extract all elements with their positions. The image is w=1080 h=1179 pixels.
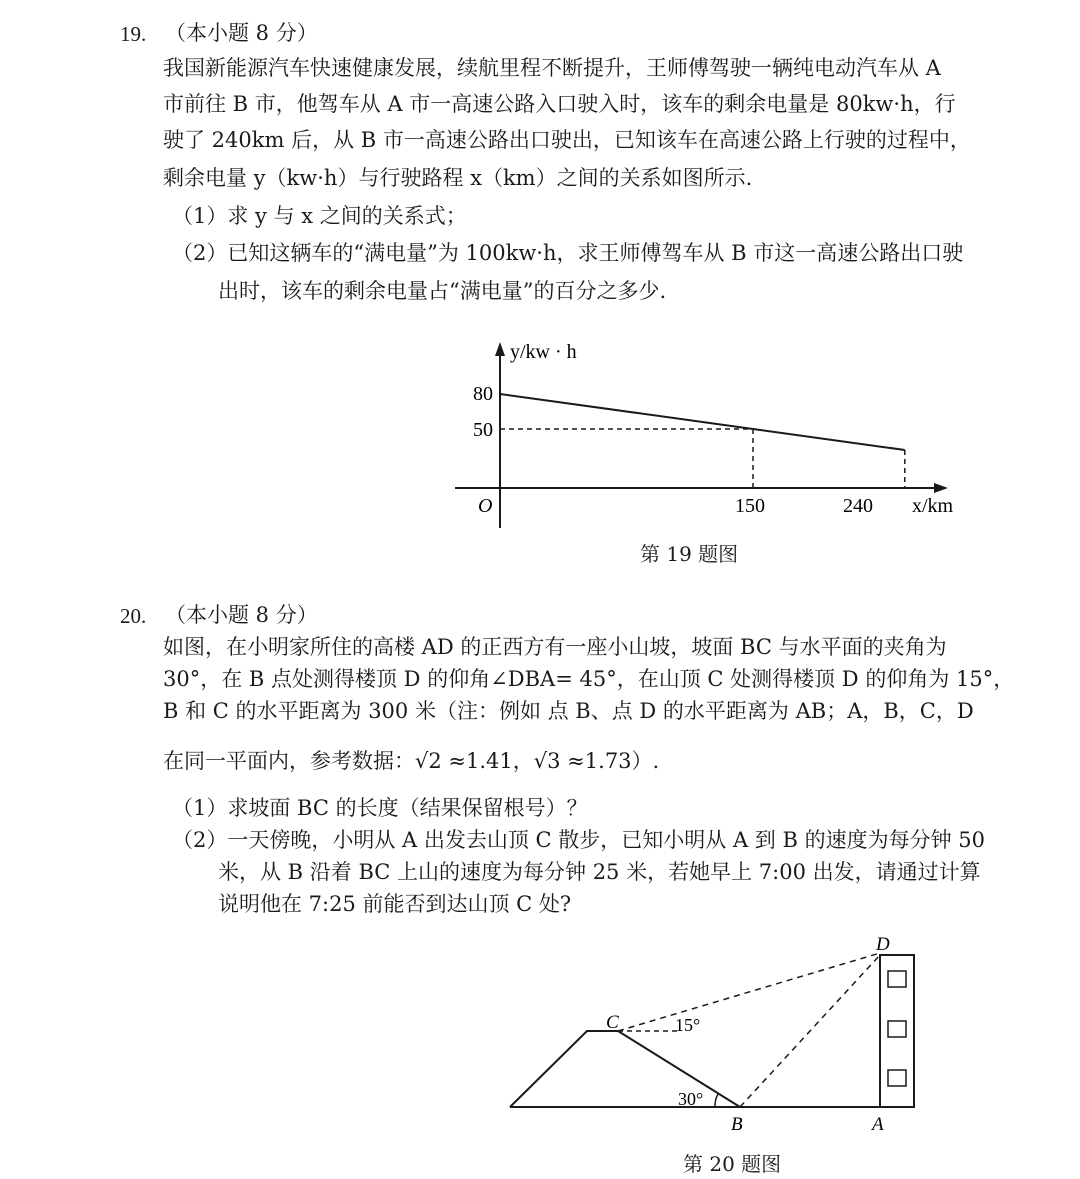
- q20-text-line-4: 在同一平面内，参考数据：√2 ≈1.41，√3 ≈1.73）.: [163, 749, 660, 773]
- x-tick-240: 240: [843, 495, 873, 517]
- origin-label: O: [478, 495, 493, 517]
- label-30deg: 30°: [678, 1089, 704, 1109]
- dashed-line-cd: [618, 953, 880, 1031]
- label-a: A: [872, 1114, 884, 1135]
- building-window-1: [888, 971, 906, 987]
- q20-number: 20.: [120, 604, 147, 628]
- q19-text-line-1: 我国新能源汽车快速健康发展，续航里程不断提升，王师傅驾驶一辆纯电动汽车从 A: [163, 56, 941, 80]
- x-axis-label: x/km: [912, 495, 954, 517]
- q20-caption: 第 20 题图: [683, 1152, 782, 1176]
- q19-number: 19.: [120, 22, 147, 46]
- label-c: C: [606, 1012, 619, 1033]
- q19-sub1: （1）求 y 与 x 之间的关系式；: [172, 204, 467, 228]
- hill-outline: [510, 1031, 618, 1107]
- q20-text-line-3: B 和 C 的水平距离为 300 米（注：例如 点 B、点 D 的水平距离为 AB；A，B，C，D: [163, 699, 974, 723]
- y-axis-label: y/kw · h: [510, 341, 577, 363]
- q19-text-line-2: 市前往 B 市，他驾车从 A 市一高速公路入口驶入时，该车的剩余电量是 80kw·h，行: [163, 92, 956, 116]
- angle-arc-30: [715, 1094, 718, 1107]
- x-tick-150: 150: [735, 495, 765, 517]
- q20-text-line-1: 如图，在小明家所住的高楼 AD 的正西方有一座小山坡，坡面 BC 与水平面的夹角为: [163, 635, 947, 659]
- q19-points: （本小题 8 分）: [165, 21, 318, 45]
- dashed-line-bd: [740, 955, 880, 1107]
- q20-sub2-line-1: （2）一天傍晚，小明从 A 出发去山顶 C 散步，已知小明从 A 到 B 的速度为每分钟 50: [172, 828, 985, 852]
- y-tick-80: 80: [473, 383, 493, 405]
- label-b: B: [731, 1114, 743, 1135]
- building: [880, 955, 914, 1107]
- y-tick-50: 50: [473, 419, 493, 441]
- q19-text-line-3: 驶了 240km 后，从 B 市一高速公路出口驶出，已知该车在高速公路上行驶的过程中，: [163, 128, 971, 152]
- q20-points: （本小题 8 分）: [165, 603, 318, 627]
- building-window-2: [888, 1021, 906, 1037]
- q20-sub2-line-3: 说明他在 7:25 前能否到达山顶 C 处?: [218, 892, 572, 916]
- q19-sub2-line-2: 出时，该车的剩余电量占“满电量”的百分之多少.: [218, 279, 667, 303]
- q20-sub2-line-2: 米，从 B 沿着 BC 上山的速度为每分钟 25 米，若她早上 7:00 出发，请通过计算: [218, 860, 981, 884]
- building-window-3: [888, 1070, 906, 1086]
- q19-sub2-line-1: （2）已知这辆车的“满电量”为 100kw·h，求王师傅驾车从 B 市这一高速公路出口驶: [172, 241, 964, 265]
- q20-sub1: （1）求坡面 BC 的长度（结果保留根号）？: [172, 796, 588, 820]
- q19-text-line-4: 剩余电量 y（kw·h）与行驶路程 x（km）之间的关系如图所示.: [163, 166, 753, 190]
- label-d: D: [876, 934, 890, 955]
- q20-text-line-2: 30°，在 B 点处测得楼顶 D 的仰角∠DBA= 45°，在山顶 C 处测得楼顶 D 的仰角为 15°，: [163, 667, 1015, 691]
- q19-caption: 第 19 题图: [640, 542, 739, 566]
- label-15deg: 15°: [675, 1015, 701, 1035]
